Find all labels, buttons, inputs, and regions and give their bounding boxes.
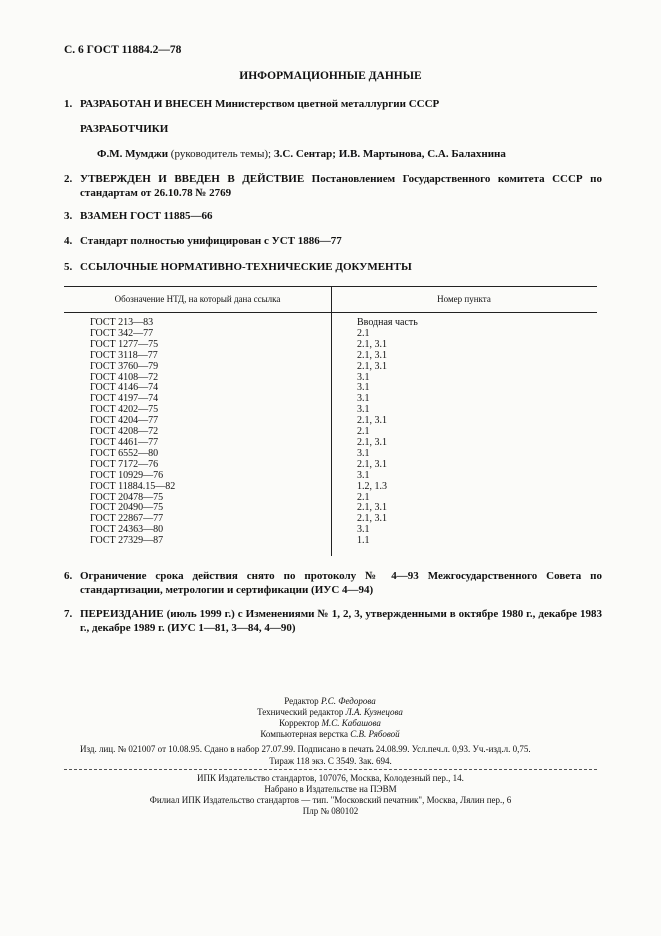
table-cell-clause: 2.1, 3.1	[357, 458, 387, 470]
table-cell-clause: 2.1, 3.1	[357, 502, 387, 514]
table-cell-clause: 2.1, 3.1	[357, 513, 387, 525]
publisher-line-4: Плр № 080102	[302, 806, 359, 816]
developer-lead-name: Ф.М. Мумджи	[97, 148, 169, 160]
imprint-dashed-rule	[64, 769, 597, 770]
developer-others: З.С. Сентар; И.В. Мартынова, С.А. Балахнина	[273, 148, 506, 160]
table-cell-clause: 2.1	[357, 426, 370, 438]
credit-layout: Компьютерная верстка С.В. Рябовой	[260, 729, 400, 739]
table-cell-designation: ГОСТ 213—83	[90, 317, 154, 328]
item-7-text: ПЕРЕИЗДАНИЕ (июль 1999 г.) с Изменениями № 1, 2, 3, утвержденными в октябре 1980 г., декабре 1983 г., декабре 1989 г. (ИУС 1—81, 3—84, 4—90)	[80, 608, 602, 634]
item-3-text: ВЗАМЕН ГОСТ 11885—66	[80, 210, 213, 222]
item-1-number: 1.	[64, 98, 73, 110]
table-cell-clause: 1.2, 1.3	[357, 480, 387, 492]
table-cell-designation: ГОСТ 4208—72	[90, 426, 159, 438]
publisher-line-2: Набрано в Издательстве на ПЭВМ	[264, 784, 397, 794]
imprint-line-2: Тираж 118 экз. С 3549. Зак. 694.	[269, 756, 392, 766]
table-column-divider	[331, 286, 332, 556]
imprint-line-1: Изд. лиц. № 021007 от 10.08.95. Сдано в набор 27.07.99. Подписано в печать 24.08.99. Усл.печ.л. 0,93. Уч.-изд.л. 0,75.	[80, 744, 531, 754]
item-4-text: Стандарт полностью унифицирован с УСТ 1886—77	[80, 235, 342, 247]
table-cell-clause: 1.1	[357, 535, 370, 547]
table-cell-clause: 3.1	[357, 393, 370, 405]
table-cell-clause: Вводная часть	[357, 317, 418, 328]
item-2-text: УТВЕРЖДЕН И ВВЕДЕН В ДЕЙСТВИЕ Постановлением Государственного комитета СССР по стандартам от 26.10.78 № 2769	[80, 173, 602, 199]
table-cell-designation: ГОСТ 4146—74	[90, 382, 159, 394]
table-cell-designation: ГОСТ 24363—80	[90, 524, 164, 536]
table-cell-clause: 2.1, 3.1	[357, 436, 387, 448]
table-cell-designation: ГОСТ 7172—76	[90, 458, 159, 470]
developer-lead-role: (руководитель темы);	[168, 148, 274, 160]
table-cell-designation: ГОСТ 4108—72	[90, 371, 159, 383]
table-cell-clause: 3.1	[357, 447, 370, 459]
item-4-number: 4.	[64, 235, 73, 247]
table-cell-clause: 2.1, 3.1	[357, 360, 387, 372]
table-cell-designation: ГОСТ 20478—75	[90, 491, 164, 503]
table-cell-designation: ГОСТ 4197—74	[90, 393, 159, 405]
publisher-line-3: Филиал ИПК Издательство стандартов — тип. "Московский печатник", Москва, Лялин пер., 6	[149, 795, 512, 805]
item-7-number: 7.	[64, 608, 73, 620]
item-1-text: РАЗРАБОТАН И ВНЕСЕН Министерством цветной металлургии СССР	[80, 98, 440, 110]
table-cell-designation: ГОСТ 4202—75	[90, 404, 159, 416]
table-cell-clause: 2.1, 3.1	[357, 415, 387, 427]
table-cell-designation: ГОСТ 1277—75	[90, 338, 159, 350]
table-column-designations	[90, 318, 175, 547]
item-5-text: ССЫЛОЧНЫЕ НОРМАТИВНО-ТЕХНИЧЕСКИЕ ДОКУМЕНТЫ	[80, 261, 412, 273]
item-6-text: Ограничение срока действия снято по протоколу № 4—93 Межгосударственного Совета по стандартизации, метрологии и сертификации (ИУС 4—94)	[80, 570, 602, 596]
table-cell-designation: ГОСТ 11884.15—82	[90, 480, 176, 492]
table-cell-clause: 2.1, 3.1	[357, 338, 387, 350]
table-cell-designation: ГОСТ 6552—80	[90, 447, 159, 459]
publisher-line-1: ИПК Издательство стандартов, 107076, Москва, Колодезный пер., 14.	[197, 773, 464, 783]
table-cell-clause: 2.1	[357, 327, 370, 339]
table-cell-clause: 2.1, 3.1	[357, 349, 387, 361]
table-column-clauses	[357, 318, 418, 547]
table-cell-designation: ГОСТ 4204—77	[90, 415, 159, 427]
table-cell-clause: 3.1	[357, 524, 370, 536]
developers-line	[97, 148, 506, 160]
credit-editor: Редактор Р.С. Федорова	[284, 696, 376, 706]
table-cell-designation: ГОСТ 342—77	[90, 327, 154, 339]
table-cell-designation: ГОСТ 4461—77	[90, 436, 159, 448]
table-cell-clause: 3.1	[357, 371, 370, 383]
credit-tech-editor: Технический редактор Л.А. Кузнецова	[257, 707, 403, 717]
item-2-number: 2.	[64, 173, 73, 185]
table-cell-designation: ГОСТ 10929—76	[90, 469, 164, 481]
table-cell-designation: ГОСТ 22867—77	[90, 513, 164, 525]
credit-proofreader: Корректор М.С. Кабашова	[279, 718, 381, 728]
document-title: ИНФОРМАЦИОННЫЕ ДАННЫЕ	[239, 70, 422, 82]
credits-block	[160, 696, 500, 740]
table-cell-clause: 2.1	[357, 491, 370, 503]
table-cell-clause: 3.1	[357, 469, 370, 481]
table-header-designation: Обозначение НТД, на который дана ссылка	[114, 294, 281, 304]
page-header: С. 6 ГОСТ 11884.2—78	[64, 44, 182, 56]
table-cell-designation: ГОСТ 3118—77	[90, 349, 158, 361]
item-5-number: 5.	[64, 261, 73, 273]
table-header-clause: Номер пункта	[437, 294, 491, 304]
item-6-number: 6.	[64, 570, 73, 582]
table-cell-designation: ГОСТ 20490—75	[90, 502, 164, 514]
developers-heading: РАЗРАБОТЧИКИ	[80, 123, 169, 135]
item-3-number: 3.	[64, 210, 73, 222]
table-cell-clause: 3.1	[357, 382, 370, 394]
table-cell-designation: ГОСТ 3760—79	[90, 360, 159, 372]
table-cell-clause: 3.1	[357, 404, 370, 416]
table-cell-designation: ГОСТ 27329—87	[90, 535, 164, 547]
